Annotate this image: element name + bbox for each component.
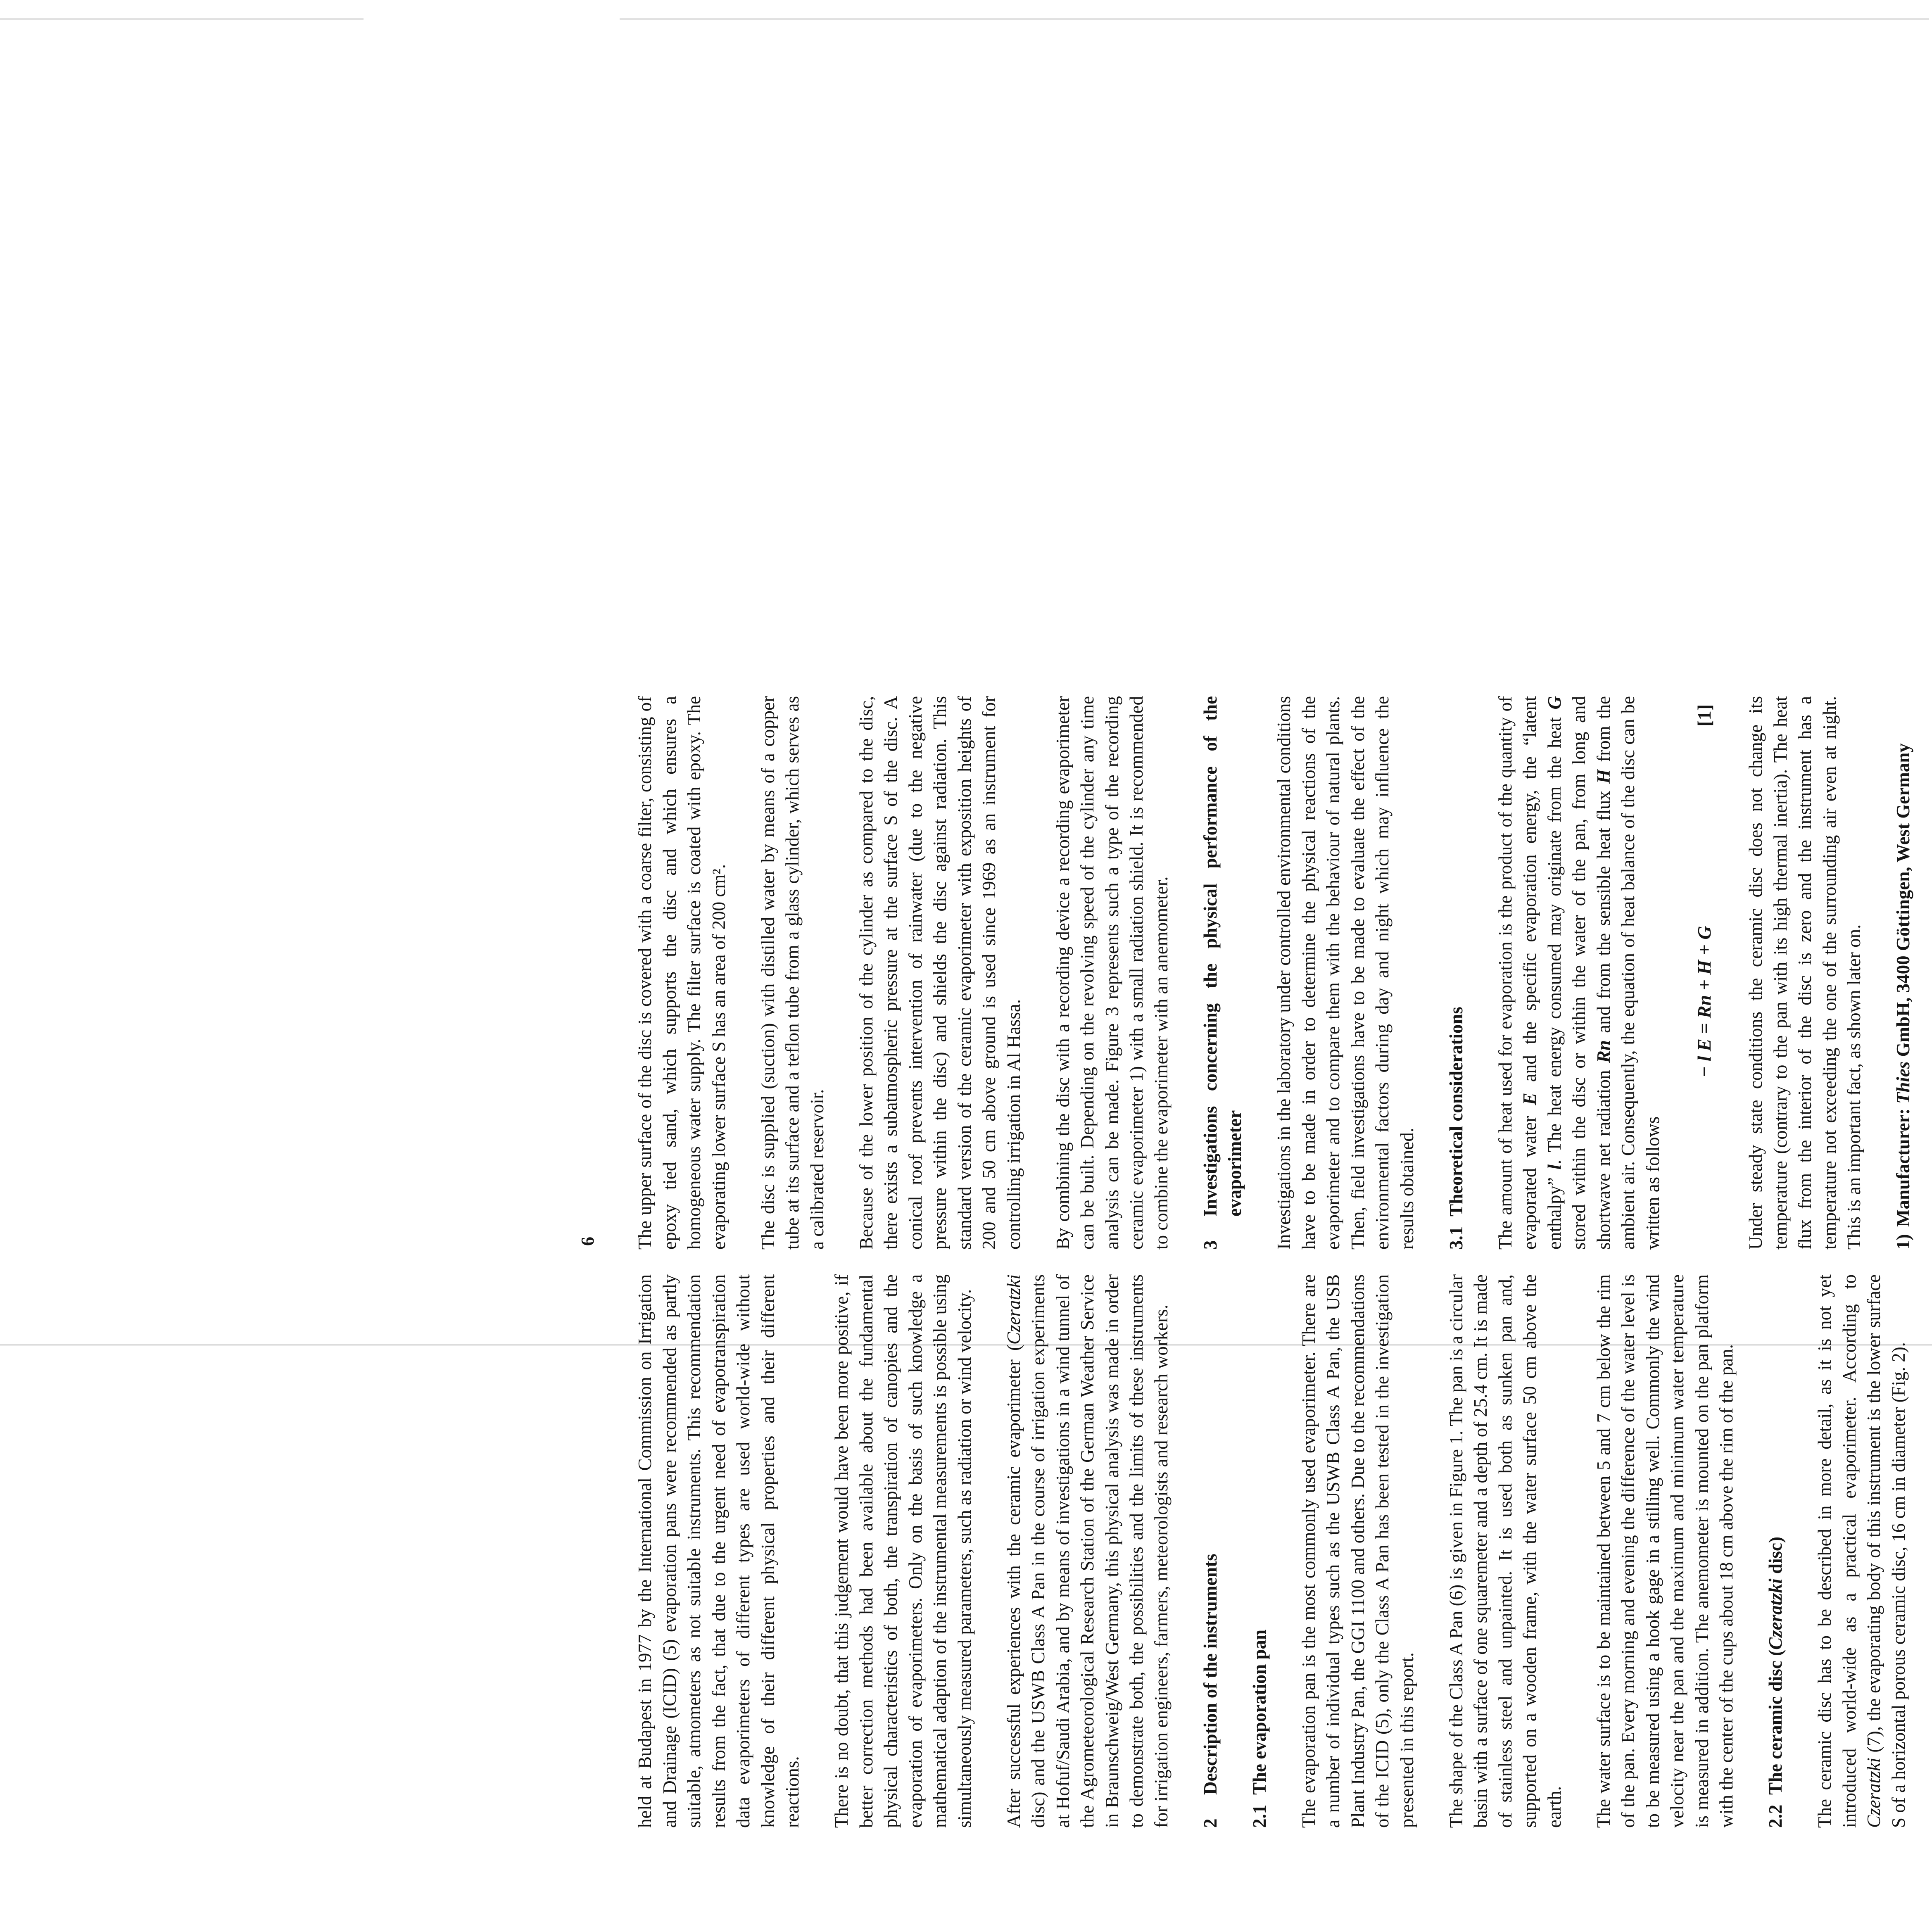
page-number: 6 <box>577 1237 598 1246</box>
subsection-heading: 2.1 The evaporation pan <box>1249 1629 1270 1828</box>
paragraph: The shape of the Class A Pan (6) is given in Figure 1. The pan is a circular basin with a surface of one squaremeter and a depth of 25.4 cm. It is made of stainless steel and unpainted. It is used both as sunken pan and, supported on a wooden frame, with the water surface 50 cm above the earth. <box>1445 1274 1565 1828</box>
footnote-mark: 1) <box>1893 1234 1913 1250</box>
equation-number: [1] <box>1694 704 1715 727</box>
paragraph: The evaporation pan is the most commonly used evaporimeter. There are a number of individual types such as the USWB Class A Pan, the USB Plant Industry Pan, the GGI 1100 and others. Due to the recommendations of the ICID (5), only the Class A Pan has been tested in the investigation presented in this report. <box>1298 1274 1417 1828</box>
paragraph: Because of the lower position of the cylinder as compared to the disc, there exists a subatmospheric pressure at the surface S of the disc. A conical roof prevents intervention of rainwater (due to the negative pressure within the disc) and shields the disc against radiation. This standard version of the ceramic evaporimeter with exposition heights of 200 and 50 cm above ground is used since 1969 as an instrument for controlling irrigation in Al Hassa. <box>855 696 1024 1250</box>
right-column <box>633 696 1916 1250</box>
paragraph: The upper surface of the disc is covered with a coarse filter, consisting of epoxy tied sand, which supports the disc and which ensures a homogeneous water supply. The filter surface is coated with epoxy. The evaporating lower surface S has an area of 200 cm². <box>634 696 729 1250</box>
paragraph: After successful experiences with the ceramic evaporimeter (Czeratzki disc) and the USWB Class A Pan in the course of irrigation experiments at Hofuf/Saudi Arabia, and by means of investigations in a wind tunnel of the Agrometeorological Research Station of the German Weather Service in Braunschweig/West Germany, this physical analysis was made in order to demonstrate both, the possibilities and the limits of these instruments for irrigation engineers, farmers, meteorologists and research workers. <box>1003 1274 1172 1828</box>
paragraph: The disc is supplied (suction) with distilled water by means of a copper tube at its surface and a teflon tube from a glass cylinder, which serves as a calibrated reservoir. <box>757 696 827 1250</box>
paragraph: By combining the disc with a recording device a recording evaporimeter can be built. Depending on the revolving speed of the cylinder any time analysis can be made. Figure 3 represents such a type of the recording ceramic evaporimeter 1) with a small radiation shield. It is recommended to combine the evaporimeter with an anemometer. <box>1052 696 1172 1250</box>
subsection-heading: 3.1 Theoretical considerations <box>1445 1007 1466 1250</box>
paragraph: The ceramic disc has to be described in more detail, as it is not yet introduced world-wide as a practical evaporimeter. According to Czeratzki (7), the evaporating body of this instrument is the lower surface S of a horizontal porous ceramic disc, 16 cm in diameter (Fig. 2). <box>1814 1274 1909 1828</box>
equation-expression: − l E = Rn + H + G <box>1694 926 1715 1078</box>
paragraph: The water surface is to be maintained between 5 and 7 cm below the rim of the pan. Every morning and evening the difference of the water level is to be measured using a hook gage in a stilling well. Commonly the wind velocity near the pan and the maximum and minimum water temperature is measured in addition. The anemometer is mounted on the pan platform with the center of the cups about 18 cm above the rim of the pan. <box>1593 1274 1737 1828</box>
left-column <box>633 1274 1911 1828</box>
paragraph: Investigations in the laboratory under controlled environmental conditions have to be made in order to determine the physical reactions of the evaporimeter and to compare them with the behaviour of natural plants. Then, field investigations have to be made to evaluate the effect of the environmental factors during day and night which may influence the results obtained. <box>1274 696 1417 1250</box>
footnote-text: Manufacturer: Thies GmbH, 3400 Göttingen, West Germany <box>1893 743 1913 1227</box>
equation-1 <box>1665 696 1744 1250</box>
paragraph: held at Budapest in 1977 by the International Commission on Irrigation and Drainage (ICID) (5) evaporation pans were recommended as partly suitable, atmometers as not suitable instruments. This recommendation results from the fact, that due to the urgent need of evapotranspiration data evaporimeters of different types are used world-wide without knowledge of their different physical properties and their different reactions. <box>634 1274 803 1828</box>
paragraph: The amount of heat used for evaporation is the product of the quantity of evaporated water E and the specific evaporation energy, the “latent enthalpy” l. The heat energy consumed may originate from the heat G stored within the disc or within the water of the pan, from long and shortwave net radiation Rn and from the sensible heat flux H from the ambient air. Consequently, the equation of heat balance of the disc can be written as follows <box>1495 696 1663 1250</box>
rotated-page <box>5 568 1932 1927</box>
footnote <box>1891 696 1916 1250</box>
paragraph: Under steady state conditions the ceramic disc does not change its temperature (contrary to the pan with its high thermal inertia). The heat flux from the interior of the disc is zero and the instrument has a temperature not exceeding the one of the surrounding air even at night. This is an important fact, as shown later on. <box>1745 696 1864 1250</box>
section-heading: 2 Description of the instruments <box>1200 1554 1221 1828</box>
section-heading: 3 Investigations concerning the physical performance of the evaporimeter <box>1200 696 1245 1250</box>
subsection-heading: 2.2 The ceramic disc (Czeratzki disc) <box>1765 1537 1786 1828</box>
paragraph: There is no doubt, that this judgement would have been more positive, if better correction methods had been available about the fundamental physical characteristics of both, the transpiration of canopies and the evaporation of evaporimeters. Only on the basis of such knowledge a mathematical adaption of the instrumental measurements is possible using simultaneously measured parameters, such as radiation or wind velocity. <box>831 1274 975 1828</box>
